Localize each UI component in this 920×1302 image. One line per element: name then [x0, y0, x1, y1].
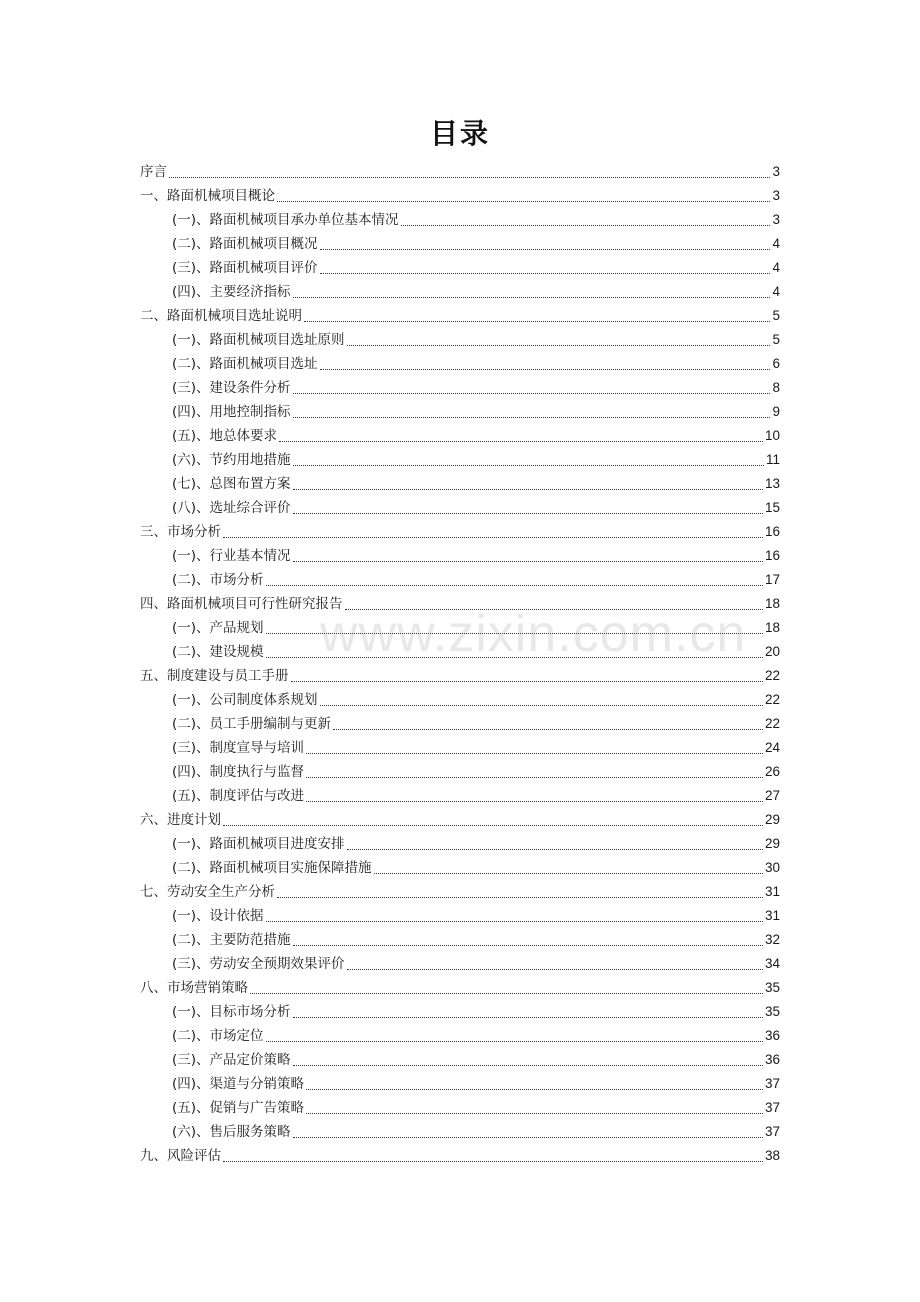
- dot-leader: [293, 296, 771, 298]
- toc-page-number: 18: [764, 620, 780, 635]
- dot-leader: [293, 416, 771, 418]
- toc-entry-label: (二)、路面机械项目选址: [172, 356, 318, 372]
- dot-leader: [306, 800, 763, 802]
- toc-page-number: 29: [764, 836, 780, 851]
- toc-entry[interactable]: [140, 976, 780, 1000]
- toc-page-number: 37: [764, 1100, 780, 1115]
- toc-subentry[interactable]: [140, 1072, 780, 1096]
- dot-leader: [279, 440, 763, 442]
- toc-page-number: 37: [764, 1076, 780, 1091]
- toc-page-number: 17: [764, 572, 780, 587]
- toc-page-number: 20: [764, 644, 780, 659]
- dot-leader: [293, 560, 763, 562]
- toc-entry-label: (一)、路面机械项目选址原则: [172, 332, 345, 348]
- toc-entry-label: 序言: [140, 164, 167, 180]
- toc-entry-label: (一)、行业基本情况: [172, 548, 291, 564]
- toc-page-number: 38: [764, 1148, 780, 1163]
- dot-leader: [374, 872, 763, 874]
- dot-leader: [306, 752, 763, 754]
- dot-leader: [223, 536, 763, 538]
- toc-page-number: 35: [764, 980, 780, 995]
- toc-entry-label: (三)、产品定价策略: [172, 1052, 291, 1068]
- toc-entry-label: 五、制度建设与员工手册: [140, 668, 289, 684]
- toc-entry-label: (二)、路面机械项目实施保障措施: [172, 860, 372, 876]
- toc-page-number: 13: [764, 476, 780, 491]
- toc-subentry[interactable]: [140, 952, 780, 976]
- toc-entry-label: (五)、地总体要求: [172, 428, 278, 444]
- dot-leader: [320, 272, 771, 274]
- dot-leader: [293, 512, 763, 514]
- toc-subentry[interactable]: [140, 616, 780, 640]
- toc-subentry[interactable]: [140, 352, 780, 376]
- toc-page-number: 3: [772, 164, 780, 179]
- toc-subentry[interactable]: [140, 472, 780, 496]
- toc-page-number: 27: [764, 788, 780, 803]
- toc-page-number: 37: [764, 1124, 780, 1139]
- dot-leader: [293, 1136, 763, 1138]
- toc-subentry[interactable]: [140, 856, 780, 880]
- toc-entry-label: 一、路面机械项目概论: [140, 188, 275, 204]
- toc-page-number: 22: [764, 716, 780, 731]
- toc-page-number: 10: [764, 428, 780, 443]
- toc-page-number: 4: [772, 284, 780, 299]
- dot-leader: [223, 1160, 763, 1162]
- dot-leader: [266, 1040, 763, 1042]
- toc-entry-label: 二、路面机械项目选址说明: [140, 308, 302, 324]
- toc-entry-label: (三)、路面机械项目评价: [172, 260, 318, 276]
- toc-entry[interactable]: [140, 664, 780, 688]
- dot-leader: [293, 392, 771, 394]
- toc-page-number: 24: [764, 740, 780, 755]
- toc-page-number: 26: [764, 764, 780, 779]
- dot-leader: [291, 680, 763, 682]
- toc-entry-label: 四、路面机械项目可行性研究报告: [140, 596, 343, 612]
- toc-page-number: 30: [764, 860, 780, 875]
- toc-entry-label: (五)、制度评估与改进: [172, 788, 305, 804]
- toc-subentry[interactable]: [140, 280, 780, 304]
- toc-entry-label: 八、市场营销策略: [140, 980, 248, 996]
- toc-entry[interactable]: [140, 160, 780, 184]
- toc-subentry[interactable]: [140, 712, 780, 736]
- toc-page-number: 36: [764, 1028, 780, 1043]
- toc-entry-label: (四)、渠道与分销策略: [172, 1076, 305, 1092]
- toc-subentry[interactable]: [140, 448, 780, 472]
- toc-page-number: 3: [772, 212, 780, 227]
- toc-entry-label: (四)、制度执行与监督: [172, 764, 305, 780]
- toc-subentry[interactable]: [140, 328, 780, 352]
- dot-leader: [266, 632, 763, 634]
- toc-entry-label: (三)、建设条件分析: [172, 380, 291, 396]
- dot-leader: [277, 896, 763, 898]
- toc-entry-label: (三)、劳动安全预期效果评价: [172, 956, 345, 972]
- dot-leader: [293, 1016, 763, 1018]
- toc-subentry[interactable]: [140, 1096, 780, 1120]
- watermark: www.zixin.com.cn: [320, 605, 747, 663]
- dot-leader: [266, 920, 763, 922]
- toc-subentry[interactable]: [140, 400, 780, 424]
- dot-leader: [401, 224, 771, 226]
- dot-leader: [347, 848, 763, 850]
- toc-entry[interactable]: [140, 304, 780, 328]
- toc-page-number: 16: [764, 548, 780, 563]
- toc-page-number: 36: [764, 1052, 780, 1067]
- dot-leader: [306, 1088, 763, 1090]
- toc-subentry[interactable]: [140, 544, 780, 568]
- toc-subentry[interactable]: [140, 376, 780, 400]
- toc-entry-label: (二)、建设规模: [172, 644, 264, 660]
- toc-subentry[interactable]: [140, 208, 780, 232]
- toc-entry-label: 七、劳动安全生产分析: [140, 884, 275, 900]
- toc-page-number: 22: [764, 668, 780, 683]
- dot-leader: [293, 944, 763, 946]
- dot-leader: [320, 368, 771, 370]
- toc-subentry[interactable]: [140, 832, 780, 856]
- dot-leader: [320, 248, 771, 250]
- toc-subentry[interactable]: [140, 1000, 780, 1024]
- dot-leader: [345, 608, 763, 610]
- dot-leader: [293, 488, 763, 490]
- toc-entry-label: (二)、路面机械项目概况: [172, 236, 318, 252]
- toc-subentry[interactable]: [140, 1048, 780, 1072]
- toc-entry-label: 三、市场分析: [140, 524, 221, 540]
- toc-page-number: 8: [772, 380, 780, 395]
- toc-page-number: 29: [764, 812, 780, 827]
- dot-leader: [266, 656, 763, 658]
- toc-page-number: 11: [765, 452, 780, 467]
- dot-leader: [347, 344, 771, 346]
- toc-page-number: 3: [772, 188, 780, 203]
- dot-leader: [304, 320, 770, 322]
- dot-leader: [320, 704, 763, 706]
- toc-entry-label: (一)、路面机械项目进度安排: [172, 836, 345, 852]
- toc-page-number: 6: [772, 356, 780, 371]
- dot-leader: [250, 992, 763, 994]
- toc-subentry[interactable]: [140, 760, 780, 784]
- toc-entry-label: (四)、用地控制指标: [172, 404, 291, 420]
- toc-page-number: 35: [764, 1004, 780, 1019]
- dot-leader: [333, 728, 763, 730]
- dot-leader: [277, 200, 770, 202]
- toc-subentry[interactable]: [140, 928, 780, 952]
- toc-page-number: 4: [772, 260, 780, 275]
- toc-entry-label: (一)、公司制度体系规划: [172, 692, 318, 708]
- toc-subentry[interactable]: [140, 256, 780, 280]
- page-title: 目录: [429, 117, 490, 150]
- toc-page-number: 15: [764, 500, 780, 515]
- toc-page-number: 31: [764, 884, 780, 899]
- toc-entry-label: (五)、促销与广告策略: [172, 1100, 305, 1116]
- dot-leader: [306, 776, 763, 778]
- dot-leader: [293, 464, 764, 466]
- toc-entry-label: (二)、员工手册编制与更新: [172, 716, 332, 732]
- toc-page-number: 22: [764, 692, 780, 707]
- dot-leader: [293, 1064, 763, 1066]
- toc-page-number: 34: [764, 956, 780, 971]
- toc-entry[interactable]: [140, 184, 780, 208]
- toc-entry-label: (一)、设计依据: [172, 908, 264, 924]
- toc-subentry[interactable]: [140, 496, 780, 520]
- toc-entry-label: (二)、主要防范措施: [172, 932, 291, 948]
- toc-subentry[interactable]: [140, 232, 780, 256]
- toc-entry-label: (三)、制度宣导与培训: [172, 740, 305, 756]
- toc-page-number: 5: [772, 308, 780, 323]
- toc-subentry[interactable]: [140, 1024, 780, 1048]
- toc-subentry[interactable]: [140, 736, 780, 760]
- toc-entry[interactable]: [140, 520, 780, 544]
- toc-subentry[interactable]: [140, 1120, 780, 1144]
- toc-entry-label: (四)、主要经济指标: [172, 284, 291, 300]
- toc-subentry[interactable]: [140, 688, 780, 712]
- toc-entry-label: (一)、目标市场分析: [172, 1004, 291, 1020]
- toc-entry-label: (六)、售后服务策略: [172, 1124, 291, 1140]
- toc-subentry[interactable]: [140, 568, 780, 592]
- toc-entry[interactable]: [140, 880, 780, 904]
- dot-leader: [169, 176, 770, 178]
- dot-leader: [223, 824, 763, 826]
- toc-entry-label: (六)、节约用地措施: [172, 452, 291, 468]
- toc-subentry[interactable]: [140, 640, 780, 664]
- toc-entry[interactable]: [140, 1144, 780, 1168]
- table-of-contents: [140, 160, 780, 1168]
- toc-entry-label: (二)、市场定位: [172, 1028, 264, 1044]
- toc-entry-label: (七)、总图布置方案: [172, 476, 291, 492]
- dot-leader: [306, 1112, 763, 1114]
- toc-entry-label: (一)、产品规划: [172, 620, 264, 636]
- toc-entry-label: (二)、市场分析: [172, 572, 264, 588]
- toc-subentry[interactable]: [140, 424, 780, 448]
- toc-page-number: 9: [772, 404, 780, 419]
- toc-entry-label: (八)、选址综合评价: [172, 500, 291, 516]
- toc-page-number: 5: [772, 332, 780, 347]
- toc-page-number: 32: [764, 932, 780, 947]
- toc-page-number: 16: [764, 524, 780, 539]
- toc-entry[interactable]: [140, 808, 780, 832]
- toc-page-number: 31: [764, 908, 780, 923]
- dot-leader: [347, 968, 763, 970]
- toc-entry-label: 九、风险评估: [140, 1148, 221, 1164]
- dot-leader: [266, 584, 763, 586]
- toc-subentry[interactable]: [140, 784, 780, 808]
- toc-entry[interactable]: [140, 592, 780, 616]
- toc-subentry[interactable]: [140, 904, 780, 928]
- toc-entry-label: (一)、路面机械项目承办单位基本情况: [172, 212, 399, 228]
- toc-page-number: 4: [772, 236, 780, 251]
- toc-page-number: 18: [764, 596, 780, 611]
- toc-entry-label: 六、进度计划: [140, 812, 221, 828]
